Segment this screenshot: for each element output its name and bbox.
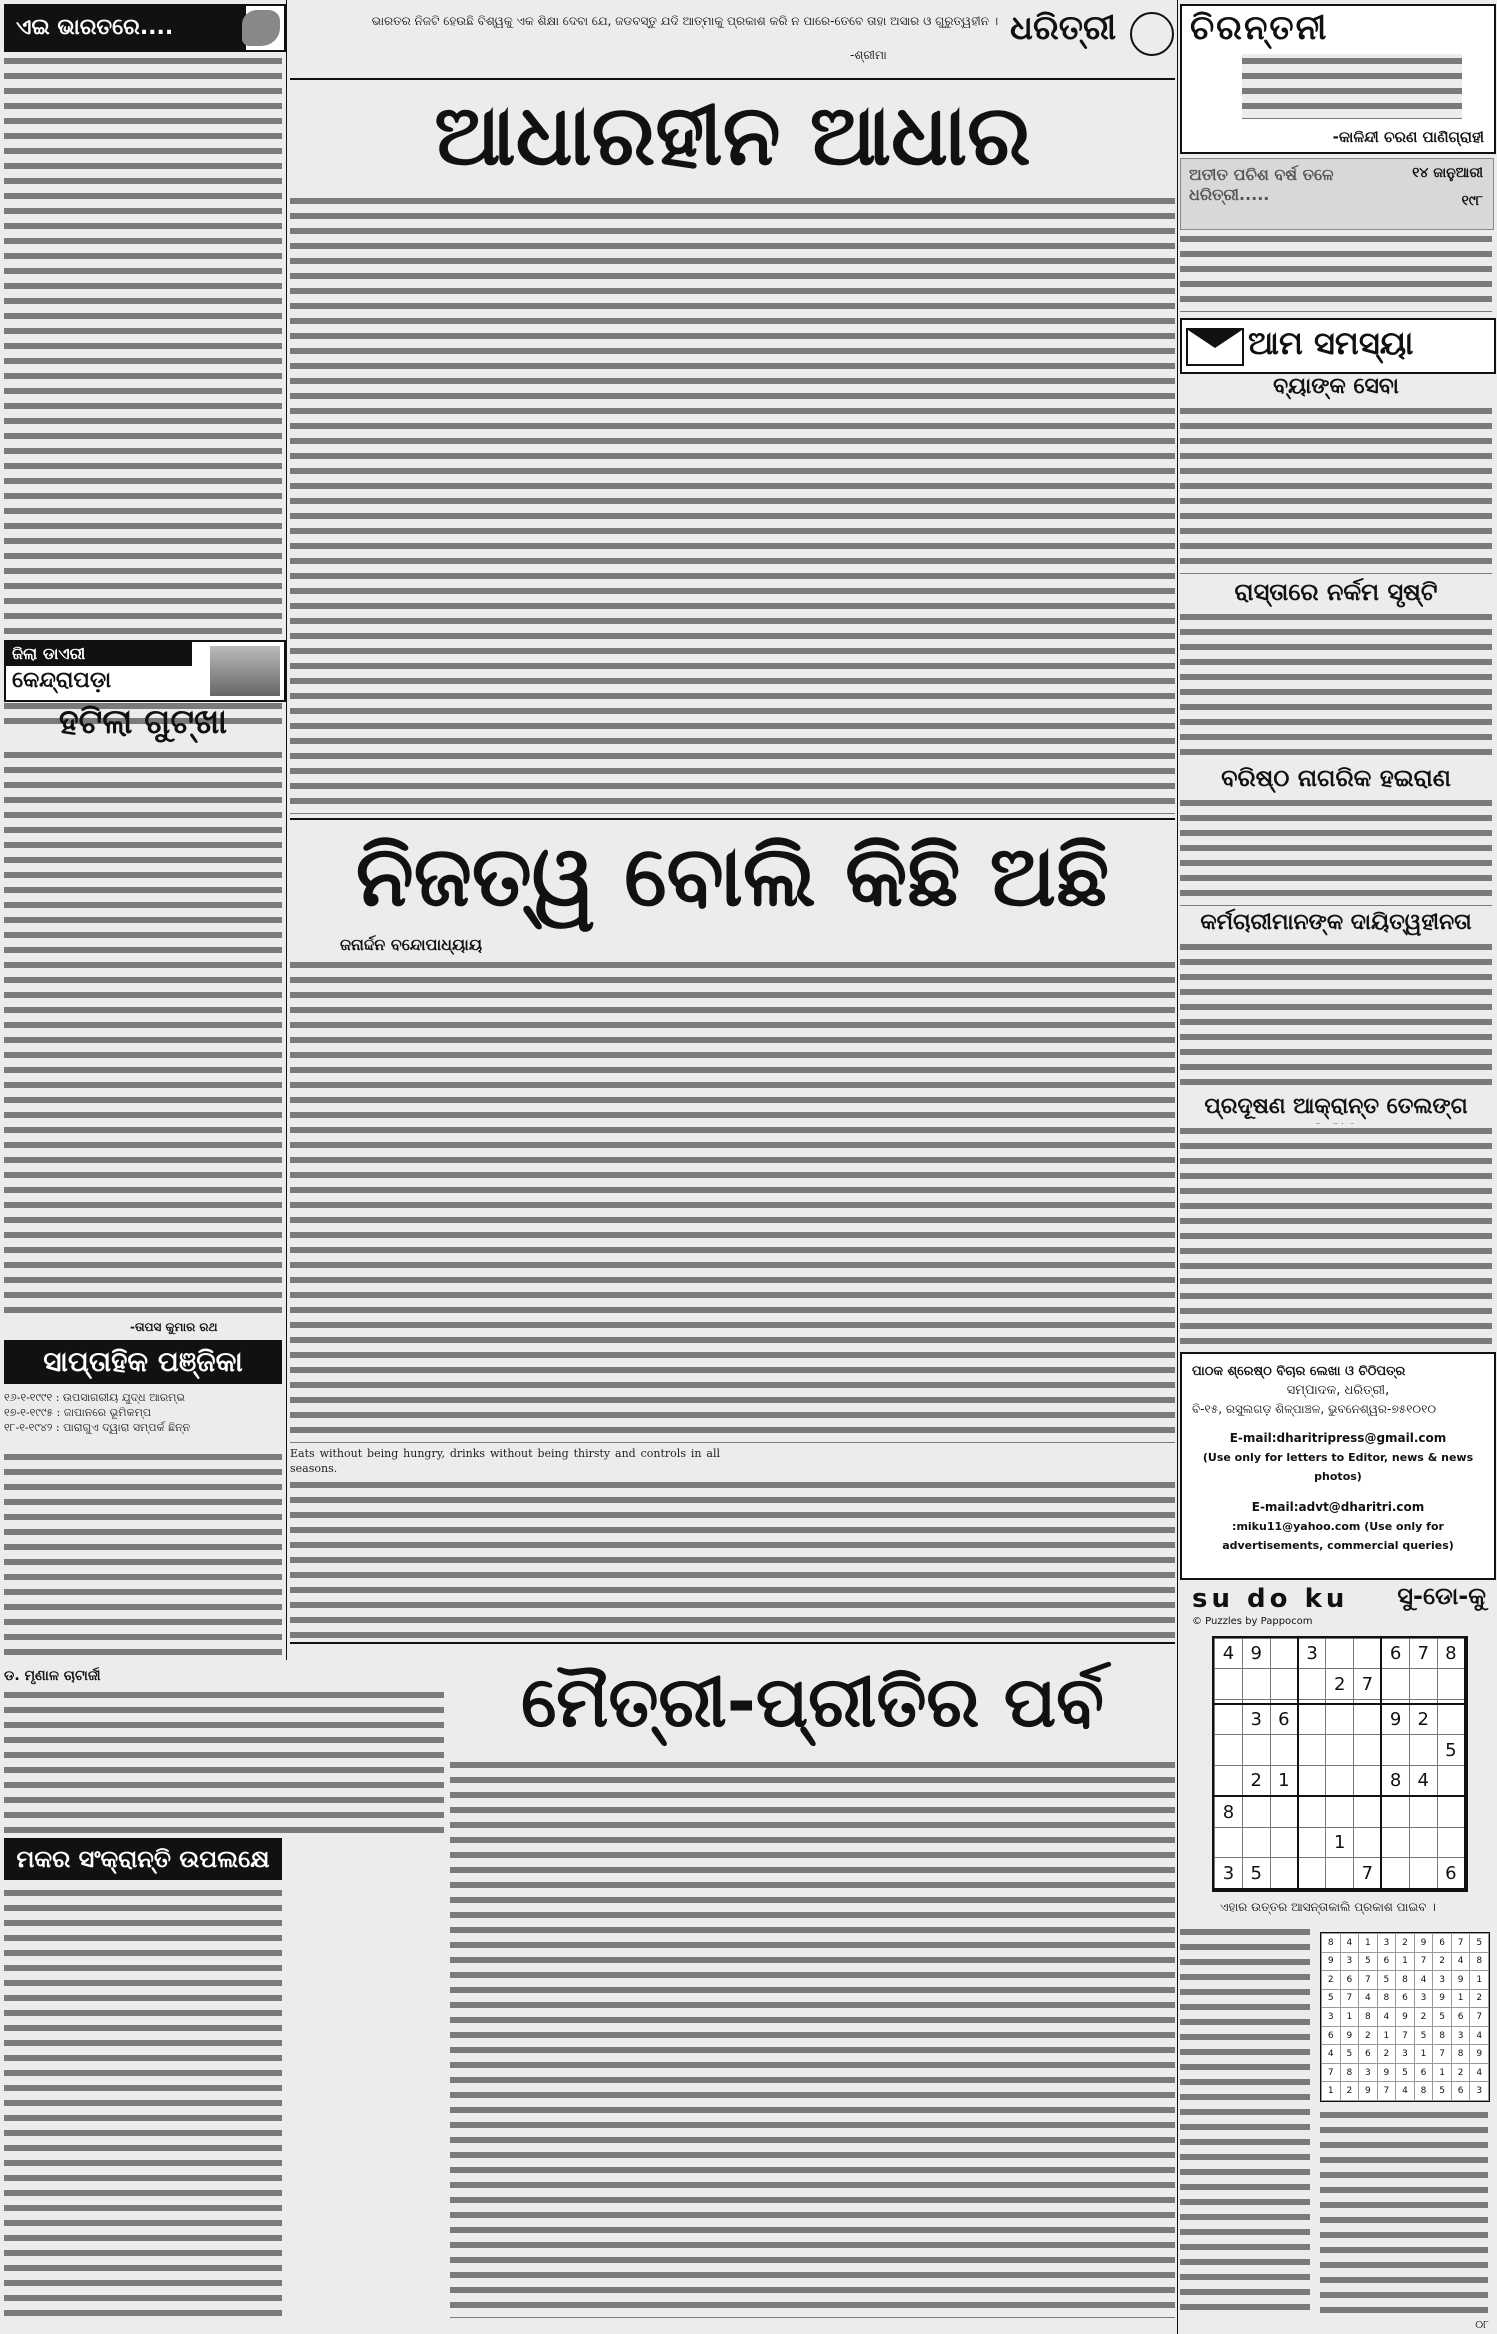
solution-cell: 4 <box>1359 1989 1378 2008</box>
solution-cell: 4 <box>1470 2063 1489 2082</box>
bottom-left-article-text <box>4 1886 282 2316</box>
solution-cell: 2 <box>1470 1989 1489 2008</box>
solution-cell: 6 <box>1396 1989 1415 2008</box>
sudoku-cell[interactable] <box>1409 1858 1437 1889</box>
left-top-banner <box>4 4 286 52</box>
solution-cell: 5 <box>1470 1934 1489 1953</box>
sudoku-cell[interactable]: 9 <box>1381 1704 1409 1735</box>
solution-cell: 3 <box>1377 1934 1396 1953</box>
solution-cell: 5 <box>1359 1952 1378 1971</box>
sudoku-cell[interactable]: 6 <box>1381 1639 1409 1669</box>
letter-4-title: କର୍ମଚାରୀମାନଙ୍କ ଦାୟିତ୍ୱହୀନତା <box>1200 910 1472 935</box>
sudoku-cell[interactable]: 7 <box>1354 1669 1382 1699</box>
left-article-text <box>4 54 282 724</box>
wheel-logo-icon <box>1130 12 1174 56</box>
solution-cell: 6 <box>1377 1952 1396 1971</box>
headline-3: ମୈତ୍ରୀ-ପ୍ରୀତିର ପର୍ବ <box>521 1661 1104 1743</box>
solution-cell: 8 <box>1322 1934 1341 1953</box>
solution-cell: 4 <box>1470 2026 1489 2045</box>
byline-2: ଜନାର୍ଦ୍ଦନ ବନ୍ଦୋପାଧ୍ୟାୟ <box>340 935 483 954</box>
letter-2-title: ରାସ୍ତାରେ ନର୍କମ ସୃଷ୍ଟି <box>1234 578 1438 606</box>
article-2-text-continued <box>290 1478 1175 1638</box>
district-name: କେନ୍ଦ୍ରାପଡ଼ା <box>12 668 112 693</box>
letter-1-title: ବ୍ୟାଙ୍କ ସେବା <box>1273 374 1399 399</box>
district-box <box>4 640 286 702</box>
sudoku-cell[interactable]: 9 <box>1242 1639 1270 1669</box>
sudoku-cell[interactable]: 6 <box>1270 1704 1298 1735</box>
sudoku-cell[interactable]: 7 <box>1354 1858 1382 1889</box>
sudoku-cell[interactable] <box>1215 1704 1243 1735</box>
solution-cell: 1 <box>1396 1952 1415 1971</box>
chirantani-box <box>1180 4 1496 154</box>
solution-cell: 1 <box>1414 2045 1433 2064</box>
sudoku-cell[interactable]: 4 <box>1409 1765 1437 1796</box>
history-label: ଅତୀତ ପଚିଶ ବର୍ଷ ତଳେ ଧରିତ୍ରୀ..... <box>1189 165 1334 204</box>
sudoku-cell[interactable] <box>1215 1669 1243 1699</box>
solution-cell: 2 <box>1322 1971 1341 1990</box>
sudoku-cell[interactable] <box>1409 1735 1437 1765</box>
headline-2: ନିଜତ୍ୱ ବୋଲି କିଛି ଅଛି <box>355 827 1110 925</box>
solution-cell: 6 <box>1414 2063 1433 2082</box>
sudoku-cell[interactable] <box>1242 1669 1270 1699</box>
solution-cell: 1 <box>1340 2008 1359 2027</box>
weekly-item: ୧୮-୧-୧୯୪୨ : ପାରାଗୁଏ ଦ୍ୱାରା ସମ୍ପର୍କ ଛିନ୍ନ <box>4 1421 191 1434</box>
sudoku-cell[interactable]: 4 <box>1215 1639 1243 1669</box>
solution-cell: 4 <box>1414 1971 1433 1990</box>
article-1-text <box>290 194 1175 814</box>
solution-cell: 5 <box>1433 2082 1452 2101</box>
sudoku-cell[interactable]: 2 <box>1326 1669 1354 1699</box>
bottom-left-intro-text <box>4 1688 444 1833</box>
solution-cell: 2 <box>1396 1934 1415 1953</box>
solution-cell: 6 <box>1451 2082 1470 2101</box>
solution-cell: 8 <box>1340 2063 1359 2082</box>
contact-line3: ବି-୧୫, ରସୁଲଗଡ଼ ଶିଳ୍ପାଞ୍ଚଳ, ଭୁବନେଶ୍ୱର-୭୫୧୦୧୦ <box>1192 1402 1437 1416</box>
headline-1: ଆଧାରହୀନ ଆଧାର <box>434 86 1031 184</box>
sudoku-cell[interactable] <box>1242 1796 1270 1827</box>
sudoku-credit: © Puzzles by Pappocom <box>1192 1616 1313 1627</box>
sudoku-cell[interactable] <box>1298 1669 1326 1699</box>
sudoku-cell[interactable] <box>1326 1858 1354 1889</box>
contact-line1: ପାଠକ ଶ୍ରେଷ୍ଠ ବିଚାର ଲେଖା ଓ ଚିଠିପତ୍ର <box>1192 1364 1406 1379</box>
solution-cell: 8 <box>1433 2026 1452 2045</box>
solution-cell: 3 <box>1470 2082 1489 2101</box>
solution-cell: 4 <box>1322 2045 1341 2064</box>
solution-cell: 5 <box>1414 2026 1433 2045</box>
sudoku-cell[interactable] <box>1270 1827 1298 1857</box>
sudoku-cell[interactable] <box>1354 1765 1382 1796</box>
sudoku-cell[interactable] <box>1381 1669 1409 1699</box>
sudoku-cell[interactable]: 8 <box>1437 1639 1465 1669</box>
sudoku-cell[interactable] <box>1298 1796 1326 1827</box>
email-advt[interactable]: E-mail:advt@dharitri.com <box>1251 1500 1425 1514</box>
sudoku-cell[interactable] <box>1270 1796 1298 1827</box>
history-box <box>1180 158 1494 230</box>
solution-cell: 8 <box>1396 1971 1415 1990</box>
district-byline: -ତାପସ କୁମାର ରଥ <box>130 1320 218 1334</box>
sudoku-cell[interactable]: 1 <box>1270 1765 1298 1796</box>
english-quote: Eats without being hungry, drinks without being thirsty and controls in all seasons. <box>290 1447 720 1475</box>
solution-cell: 5 <box>1377 1971 1396 1990</box>
article-3-text <box>450 1758 1175 2318</box>
masthead-quote-author: -ଶ୍ରୀମା <box>850 48 887 62</box>
sudoku-cell[interactable] <box>1298 1858 1326 1889</box>
sudoku-cell[interactable]: 3 <box>1242 1704 1270 1735</box>
sudoku-cell[interactable] <box>1354 1796 1382 1827</box>
sudoku-cell[interactable]: 1 <box>1326 1827 1354 1857</box>
sudoku-cell[interactable] <box>1437 1669 1465 1699</box>
solution-cell: 3 <box>1322 2008 1341 2027</box>
sudoku-cell[interactable]: 6 <box>1437 1858 1465 1889</box>
solution-cell: 3 <box>1414 1989 1433 2008</box>
solution-cell: 4 <box>1451 1952 1470 1971</box>
solution-cell: 9 <box>1377 2063 1396 2082</box>
solution-cell: 6 <box>1322 2026 1341 2045</box>
sudoku-cell[interactable] <box>1354 1639 1382 1669</box>
sudoku-cell[interactable] <box>1354 1735 1382 1765</box>
sudoku-cell[interactable]: 2 <box>1409 1704 1437 1735</box>
solution-cell: 6 <box>1433 1934 1452 1953</box>
sudoku-cell[interactable] <box>1326 1704 1354 1735</box>
solution-cell: 7 <box>1322 2063 1341 2082</box>
sudoku-cell[interactable] <box>1242 1735 1270 1765</box>
solution-cell: 2 <box>1414 2008 1433 2027</box>
sudoku-cell[interactable] <box>1381 1735 1409 1765</box>
solution-cell: 8 <box>1359 2008 1378 2027</box>
solution-cell: 5 <box>1322 1989 1341 2008</box>
dharitri-logo: ଧରିତ୍ରୀ <box>1010 8 1117 48</box>
history-notes-text <box>1180 232 1492 312</box>
sudoku-cell[interactable]: 3 <box>1298 1639 1326 1669</box>
solution-cell: 6 <box>1359 2045 1378 2064</box>
solution-cell: 2 <box>1359 2026 1378 2045</box>
solution-cell: 1 <box>1359 1934 1378 1953</box>
solution-cell: 1 <box>1451 1989 1470 2008</box>
email-editor-note: (Use only for letters to Editor, news & news photos) <box>1202 1451 1474 1483</box>
sudoku-cell[interactable]: 3 <box>1215 1858 1243 1889</box>
solution-cell: 7 <box>1396 2026 1415 2045</box>
weekly-item: ୧୭-୧-୧୯୯୫ : ଜାପାନରେ ଭୂମିକମ୍ପ <box>4 1406 152 1419</box>
sudoku-cell[interactable] <box>1242 1827 1270 1857</box>
sudoku-cell[interactable] <box>1326 1639 1354 1669</box>
solution-cell: 1 <box>1322 2082 1341 2101</box>
sudoku-cell[interactable] <box>1270 1639 1298 1669</box>
sudoku-cell[interactable]: 7 <box>1409 1639 1437 1669</box>
india-map-icon <box>242 10 280 46</box>
sudoku-cell[interactable] <box>1215 1827 1243 1857</box>
solution-cell: 9 <box>1470 2045 1489 2064</box>
solution-cell: 9 <box>1322 1952 1341 1971</box>
solution-cell: 3 <box>1359 2063 1378 2082</box>
weekly-item: ୧୬-୧-୧୯୯୧ : ଉପସାଗରୀୟ ଯୁଦ୍ଧ ଆରମ୍ଭ <box>4 1391 185 1404</box>
solution-cell: 3 <box>1396 2045 1415 2064</box>
sudoku-cell[interactable]: 8 <box>1215 1796 1243 1827</box>
sudoku-grid[interactable] <box>1212 1636 1468 1892</box>
solution-cell: 9 <box>1433 1989 1452 2008</box>
sudoku-cell[interactable] <box>1409 1827 1437 1857</box>
solution-cell: 7 <box>1414 1952 1433 1971</box>
sudoku-instructions <box>1180 1925 1310 2315</box>
solution-cell: 8 <box>1414 2082 1433 2101</box>
sudoku-cell[interactable] <box>1409 1796 1437 1827</box>
solution-cell: 4 <box>1340 1934 1359 1953</box>
history-year: ୧୯୮ <box>1461 193 1483 209</box>
solution-cell: 2 <box>1433 1952 1452 1971</box>
sudoku-solution-grid <box>1320 1932 1490 2102</box>
contact-box <box>1180 1352 1496 1580</box>
banner-title: ଏଇ ଭାରତରେ.... <box>6 6 246 50</box>
sudoku-cell[interactable]: 8 <box>1381 1765 1409 1796</box>
solution-cell: 6 <box>1451 2008 1470 2027</box>
solution-cell: 5 <box>1340 2045 1359 2064</box>
sudoku-cell[interactable]: 5 <box>1437 1735 1465 1765</box>
solution-cell: 5 <box>1396 2063 1415 2082</box>
solution-cell: 2 <box>1451 2063 1470 2082</box>
solution-cell: 8 <box>1451 2045 1470 2064</box>
solution-cell: 9 <box>1451 1971 1470 1990</box>
sudoku-cell[interactable] <box>1270 1735 1298 1765</box>
solution-cell: 7 <box>1377 2082 1396 2101</box>
solution-cell: 9 <box>1340 2026 1359 2045</box>
solution-cell: 3 <box>1451 2026 1470 2045</box>
poem-author: -କାଳିନ୍ଦୀ ଚରଣ ପାଣିଗ୍ରାହୀ <box>1332 128 1484 146</box>
weekly-list <box>4 1390 282 1660</box>
sudoku-cell[interactable]: 2 <box>1242 1765 1270 1796</box>
sudoku-cell[interactable] <box>1381 1858 1409 1889</box>
temple-photo <box>210 646 280 696</box>
sudoku-brand: su do ku <box>1192 1584 1349 1614</box>
solution-cell: 2 <box>1340 2082 1359 2101</box>
sudoku-cell[interactable] <box>1298 1765 1326 1796</box>
chirantani-title: ଚିରନ୍ତନୀ <box>1190 8 1329 48</box>
email-advt-note: :miku11@yahoo.com (Use only for advertisements, commercial queries) <box>1222 1520 1454 1552</box>
sudoku-cell[interactable] <box>1326 1796 1354 1827</box>
sudoku-cell[interactable] <box>1270 1669 1298 1699</box>
page-number: ୦୮ <box>1475 2318 1489 2331</box>
solution-cell: 7 <box>1433 2045 1452 2064</box>
solution-cell: 7 <box>1470 2008 1489 2027</box>
solution-cell: 5 <box>1433 2008 1452 2027</box>
solution-cell: 9 <box>1396 2008 1415 2027</box>
solution-cell: 3 <box>1433 1971 1452 1990</box>
contact-line2: ସମ୍ପାଦକ, ଧରିତ୍ରୀ, <box>1286 1383 1390 1398</box>
solution-cell: 1 <box>1377 2026 1396 2045</box>
sudoku-cell[interactable] <box>1437 1796 1465 1827</box>
bottom-band: ମକର ସଂକ୍ରାନ୍ତି ଉପଲକ୍ଷେ <box>4 1838 282 1880</box>
solution-cell: 8 <box>1470 1952 1489 1971</box>
sudoku-cell[interactable] <box>1298 1827 1326 1857</box>
weekly-band: ସାପ୍ତାହିକ ପଞ୍ଜିକା <box>4 1340 282 1384</box>
solution-cell: 8 <box>1377 1989 1396 2008</box>
sudoku-cell[interactable] <box>1298 1735 1326 1765</box>
solution-cell: 9 <box>1359 2082 1378 2101</box>
sudoku-cell[interactable] <box>1354 1827 1382 1857</box>
sudoku-cell[interactable] <box>1381 1796 1409 1827</box>
sudoku-cell[interactable] <box>1326 1765 1354 1796</box>
solution-cell: 4 <box>1396 2082 1415 2101</box>
article-2-text <box>290 958 1175 1443</box>
solution-cell: 4 <box>1377 2008 1396 2027</box>
masthead-quote: ଭାରତର ନିଜଟି ହେଉଛି ବିଶ୍ୱକୁ ଏକ ଶିକ୍ଷା ଦେବା ଯେ, ଜଡବସ୍ତୁ ଯଦି ଆତ୍ମାକୁ ପ୍ରକାଶ କରି ନ ପାରେ-ତେବେ ତାହା ଅସାର ଓ ଗୁରୁତ୍ୱହୀନ । <box>371 14 999 28</box>
sudoku-cell[interactable] <box>1354 1704 1382 1735</box>
envelope-icon <box>1186 328 1244 366</box>
solution-cell: 2 <box>1377 2045 1396 2064</box>
district-article-text <box>4 748 282 1320</box>
sudoku-answer-note: ଏହାର ଉତ୍ତର ଆସନ୍ତାକାଲି ପ୍ରକାଶ ପାଇବ । <box>1220 1900 1436 1914</box>
sudoku-cell[interactable]: 5 <box>1242 1858 1270 1889</box>
district-headline: ହଟିଲା ଗୁଟ୍ଖା <box>58 702 228 742</box>
bottom-author: ଡ. ମୃଣାଳ ଚାଟାର୍ଜୀ <box>4 1668 101 1684</box>
sudoku-cell[interactable] <box>1215 1735 1243 1765</box>
sudoku-cell[interactable] <box>1270 1858 1298 1889</box>
solution-cell: 7 <box>1359 1971 1378 1990</box>
solution-cell: 1 <box>1470 1971 1489 1990</box>
history-date: ୧୪ ଜାନୁଆରୀ <box>1412 165 1483 181</box>
sudoku-cell[interactable] <box>1298 1704 1326 1735</box>
sudoku-cell[interactable] <box>1215 1765 1243 1796</box>
sudoku-cell[interactable] <box>1409 1669 1437 1699</box>
lok-box <box>1180 318 1496 374</box>
solution-cell: 9 <box>1414 1934 1433 1953</box>
sudoku-cell[interactable] <box>1437 1704 1465 1735</box>
solution-cell: 1 <box>1433 2063 1452 2082</box>
solution-cell: 3 <box>1340 1952 1359 1971</box>
sudoku-odia-title: ସୁ-ଡୋ-କୁ <box>1397 1582 1486 1610</box>
solution-cell: 7 <box>1451 1934 1470 1953</box>
letter-3-title: ବରିଷ୍ଠ ନାଗରିକ ହଇରାଣ <box>1221 764 1451 792</box>
lok-band: ଆମ ସମସ୍ୟା <box>1248 324 1414 362</box>
district-band: ଜିଲା ଡାଏରୀ <box>6 642 192 666</box>
sudoku-cell[interactable] <box>1326 1735 1354 1765</box>
sudoku-header <box>1180 1582 1492 1632</box>
solution-cell: 7 <box>1340 1989 1359 2008</box>
sudoku-cell[interactable] <box>1437 1827 1465 1857</box>
sudoku-cell[interactable] <box>1437 1765 1465 1796</box>
masthead <box>290 4 1175 78</box>
solution-cell: 6 <box>1340 1971 1359 1990</box>
sudoku-cell[interactable] <box>1381 1827 1409 1857</box>
letter-5-title: ପ୍ରଦୂଷଣ ଆକ୍ରାନ୍ତ ତେଲଙ୍ଗ <box>1204 1094 1468 1119</box>
email-editor[interactable]: E-mail:dharitripress@gmail.com <box>1229 1431 1447 1445</box>
